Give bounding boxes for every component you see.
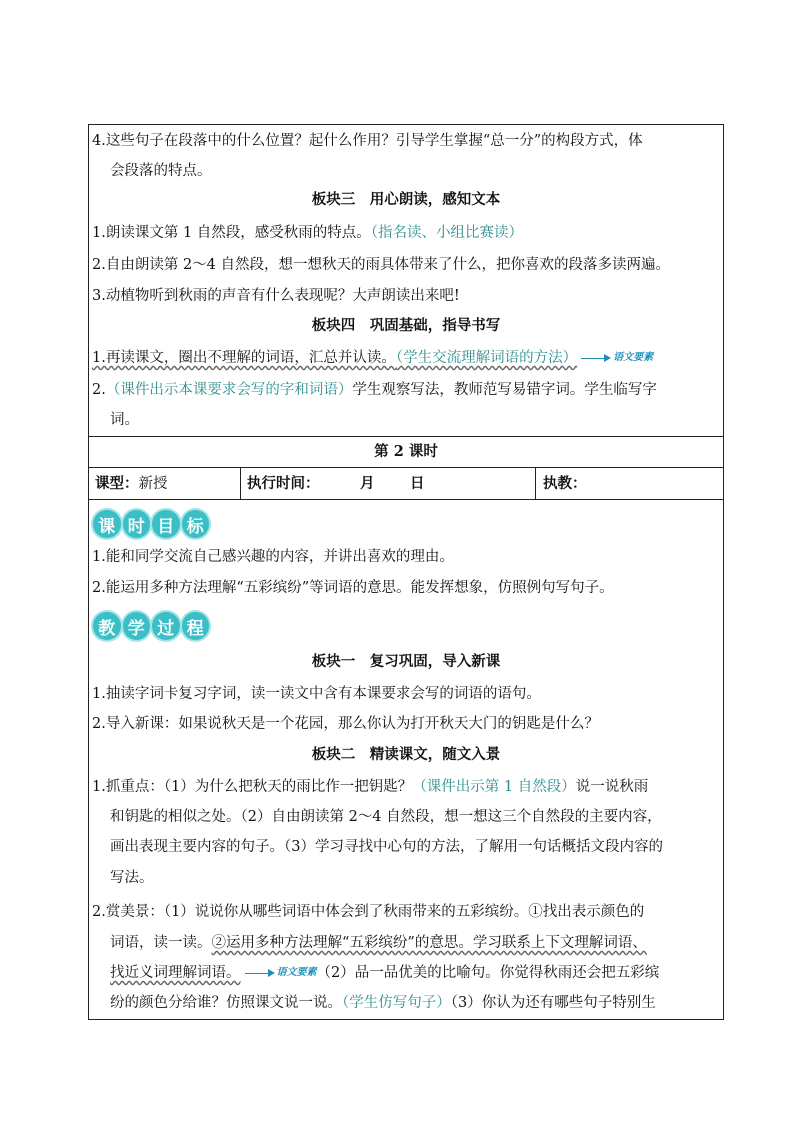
block2-item2-line: [110, 932, 740, 954]
block2-item1-line: 和钥匙的相似之处。（2）自由朗读第 2～4 自然段，想一想这三个自然段的主要内容，: [110, 809, 662, 825]
block2-item1-line: 画出表现主要内容的句子。（3）学习寻找中心句的方法，了解用一句话概括文段内容的: [110, 839, 663, 855]
teacher-label: 执教：: [543, 475, 587, 492]
block4-item2-cont: 词。: [110, 412, 139, 428]
block2-item2-marked: ②运用多种方法理解“五彩缤纷”的意思。学习联系上下文理解词语、: [211, 935, 647, 951]
block2-item1-line: 写法。: [110, 870, 154, 886]
block2-heading: 板块二 精读课文，随文入景: [311, 746, 501, 763]
goal-item: 2.能运用多种方法理解“五彩缤纷”等词语的意思。能发挥想象，仿照例句写句子。: [92, 580, 614, 596]
block4-item1-text: [92, 350, 577, 366]
badge-char: 教: [93, 612, 121, 640]
badge-char: 目: [152, 510, 180, 538]
block4-item2-text: 学生观察写法，教师范写易错字词。学生临写字: [352, 382, 657, 398]
block2-item1-hint: （课件出示第 1 自然段）: [412, 779, 576, 795]
block1-item: 2.导入新课：如果说秋天是一个花园，那么你认为打开秋天大门的钥匙是什么？: [92, 716, 599, 732]
block3-item2: 2.自由朗读第 2～4 自然段，想一想秋天的雨具体带来了什么，把你喜欢的段落多读两遍。: [92, 257, 670, 273]
arrow-icon: [245, 973, 273, 974]
block3-item1-text: 1.朗读课文第 1 自然段，感受秋雨的特点。: [92, 225, 371, 241]
block1-heading: 板块一 复习巩固，导入新课: [311, 653, 501, 670]
block2-item1-text: 1.抓重点：（1）为什么把秋天的雨比作一把钥匙？: [92, 779, 413, 795]
lesson-goals-badge: [93, 508, 209, 540]
block2-item1-text: 说一说秋雨: [575, 779, 649, 795]
badge-char: 学: [123, 612, 151, 640]
block2-item2-text: 纷的颜色分给谁？仿照课文说一说。: [110, 995, 342, 1011]
block2-item2-text: 词语，读一读。: [110, 935, 212, 951]
block3-heading: 板块三 用心朗读，感知文本: [311, 191, 501, 208]
block2-item2-marked: 找近义词理解词语。: [110, 965, 241, 981]
item4-line2: 会段落的特点。: [110, 163, 212, 179]
divider: [88, 499, 724, 500]
block1-item: 1.抽读字词卡复习字词，读一读文中含有本课要求会写的词语的语句。: [92, 686, 541, 702]
goal-item: 1.能和同学交流自己感兴趣的内容，并讲出喜欢的理由。: [92, 549, 454, 565]
block3-item3: 3.动植物听到秋雨的声音有什么表现呢？大声朗读出来吧!: [92, 288, 460, 304]
block4-item1-hint: （学生交流理解词语的方法）: [395, 350, 578, 366]
execution-time: [247, 473, 320, 495]
divider: [535, 467, 536, 499]
execution-month: 月: [360, 475, 375, 492]
block4-heading: 板块四 巩固基础，指导书写: [311, 317, 501, 334]
badge-char: 标: [182, 510, 210, 538]
block2-item1-line: [92, 776, 722, 798]
block4-item2-hint: （课件出示本课要求会写的字和词语）: [105, 382, 353, 398]
block2-item2-text: （2）品一品优美的比喻句。你觉得秋雨还会把五彩缤: [316, 965, 660, 981]
block4-item2: [92, 379, 722, 401]
badge-char: 课: [93, 510, 121, 538]
note-label: 语文要素: [276, 967, 317, 978]
teaching-process-badge: [93, 610, 209, 642]
block3-item1-hint: （指名读、小组比赛读）: [370, 225, 524, 241]
block4-item1: [92, 347, 722, 369]
lesson2-title: 第 2 课时: [374, 443, 438, 460]
badge-char: 时: [123, 510, 151, 538]
block2-item2-text: （3）你认为还有哪些句子特别生: [450, 995, 656, 1011]
execution-day: 日: [410, 475, 425, 492]
block4-item2-num: 2.: [92, 382, 106, 398]
execution-time-label: 执行时间：: [247, 475, 320, 492]
block2-item2-line: 2.赏美景：（1）说说你从哪些词语中体会到了秋雨带来的五彩缤纷。①找出表示颜色的: [92, 904, 645, 920]
block2-item2-hint: （学生仿写句子）: [342, 995, 451, 1011]
badge-char: 程: [182, 612, 210, 640]
divider: [88, 467, 724, 468]
chinese-element-note: [577, 347, 653, 369]
arrow-icon: [581, 358, 609, 359]
note-label: 语文要素: [613, 352, 654, 363]
lesson-type-label: 课型：: [95, 475, 139, 492]
divider: [88, 436, 724, 437]
block2-item2-line: [110, 992, 740, 1014]
lesson-type-value: 新授: [138, 476, 168, 492]
chinese-element-note: [241, 962, 317, 984]
block4-item1-main: 1.再读课文，圈出不理解的词语，汇总并认读。: [92, 350, 396, 366]
block3-item1: [92, 222, 722, 244]
divider: [240, 467, 241, 499]
badge-char: 过: [152, 612, 180, 640]
item4-line1: 4.这些句子在段落中的什么位置？起什么作用？引导学生掌握“总一分”的构段方式，体: [92, 133, 643, 149]
block2-item2-line: [110, 962, 740, 984]
lesson-type: [95, 473, 168, 495]
